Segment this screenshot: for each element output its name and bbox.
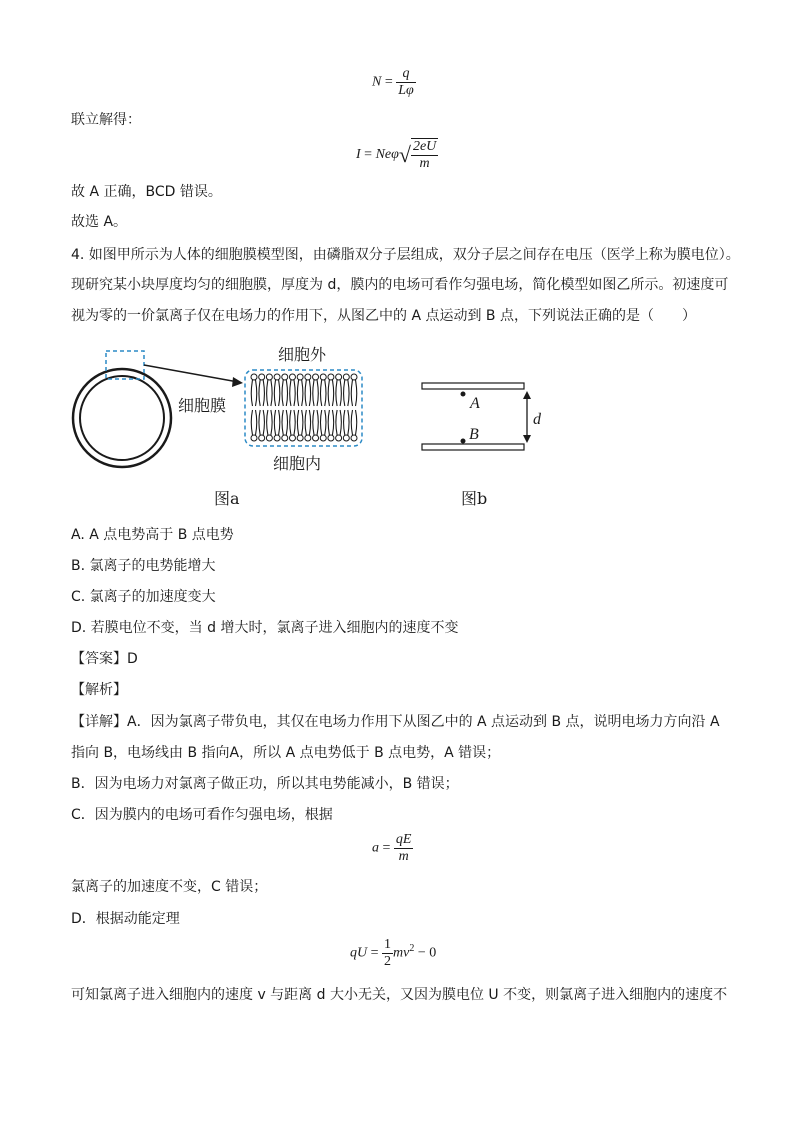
analysis-title: 【解析】 [71, 682, 127, 698]
formula-kinetic [350, 937, 436, 970]
label-outside: 细胞外 [278, 345, 327, 364]
formula-n-fraction [396, 66, 416, 99]
lipid-head [343, 435, 349, 441]
lipid-tail [267, 410, 273, 435]
cell-inner-circle [80, 376, 164, 460]
formula-i-rad-num: 2eU [412, 139, 437, 154]
lipid-head [351, 435, 357, 441]
lipid-tail [267, 380, 273, 406]
lipid-head [328, 435, 334, 441]
text-conclusion-1: 故 A 正确，BCD 错误。 [71, 184, 222, 200]
lipid-head [313, 435, 319, 441]
formula-i-mid: Neφ [375, 147, 399, 163]
text-lianli: 联立解得： [71, 112, 141, 128]
lipid-tail [320, 380, 326, 406]
lipid-bilayer [251, 374, 357, 441]
lipid-tail [282, 410, 288, 435]
lipid-tail [259, 380, 265, 406]
formula-n-num: q [402, 66, 410, 81]
lipid-head [328, 374, 334, 380]
lipid-tail [328, 380, 334, 406]
lipid-tail [320, 410, 326, 435]
analysis-p1-line2: 指向 B，电场线由 B 指向A，所以 A 点电势低于 B 点电势，A 错误； [71, 745, 501, 761]
lipid-head [251, 435, 257, 441]
lipid-head [274, 435, 280, 441]
lipid-head [336, 435, 342, 441]
formula-n-eq: = [384, 74, 393, 90]
formula-k-lhs: qU [350, 945, 368, 961]
dimension-label: d [533, 411, 541, 428]
dimension-arrow-bottom [523, 435, 531, 443]
formula-n [372, 66, 416, 99]
dimension-arrow-top [523, 391, 531, 399]
formula-k-den: 2 [384, 954, 392, 969]
answer: 【答案】D [71, 651, 138, 667]
question-line-1: 4. 如图甲所示为人体的细胞膜模型图，由磷脂双分子层组成，双分子层之间存在电压（医学上称为膜电位）。 [71, 247, 740, 263]
cell-outer-circle [73, 369, 171, 467]
formula-k-num: 1 [384, 937, 392, 952]
lipid-head [289, 374, 295, 380]
zoom-box [106, 351, 144, 379]
lipid-head [266, 374, 272, 380]
lipid-head [282, 435, 288, 441]
formula-n-lhs: N [372, 74, 382, 90]
option-d: D. 若膜电位不变，当 d 增大时，氯离子进入细胞内的速度不变 [71, 620, 459, 636]
lipid-head [305, 435, 311, 441]
lipid-tail [305, 380, 311, 406]
lipid-head [297, 374, 303, 380]
lipid-tail [336, 410, 342, 435]
option-b: B. 氯离子的电势能增大 [71, 558, 216, 574]
lipid-tail [274, 410, 280, 435]
analysis-p2: B．因为电场力对氯离子做正功，所以其电势能减小，B 错误； [71, 776, 459, 792]
point-a-label: A [470, 395, 480, 412]
analysis-p6: 可知氯离子进入细胞内的速度 v 与距离 d 大小无关，又因为膜电位 U 不变，则氯离子进入细胞内的速度不 [71, 987, 728, 1003]
caption-a: 图a [214, 489, 240, 508]
formula-k-tail: − 0 [417, 945, 437, 961]
lipid-head [297, 435, 303, 441]
figure-membrane [0, 340, 794, 520]
formula-a [372, 832, 413, 865]
plate-top [422, 383, 524, 389]
point-a-dot [461, 392, 466, 397]
lipid-head [336, 374, 342, 380]
formula-i-lhs: I [356, 147, 361, 163]
formula-a-fraction [394, 832, 414, 865]
lipid-tail [290, 410, 296, 435]
lipid-tail [336, 380, 342, 406]
label-inside: 细胞内 [273, 454, 322, 473]
lipid-head [266, 435, 272, 441]
formula-a-eq: = [382, 840, 391, 856]
lipid-head [305, 374, 311, 380]
formula-k-sup: 2 [409, 943, 415, 955]
lipid-head [289, 435, 295, 441]
lipid-head [343, 374, 349, 380]
sqrt-sign: √ [398, 142, 411, 167]
point-b-label: B [469, 426, 479, 443]
lipid-tail [351, 380, 357, 406]
formula-k-rest: mv [393, 945, 410, 961]
question-line-2: 现研究某小块厚度均匀的细胞膜，厚度为 d，膜内的电场可看作匀强电场，简化模型如图乙所示。初速度可 [71, 277, 729, 293]
lipid-head [259, 435, 265, 441]
analysis-p5: D．根据动能定理 [71, 911, 180, 927]
formula-k-fraction [382, 937, 393, 970]
option-c: C. 氯离子的加速度变大 [71, 589, 216, 605]
formula-a-den: m [394, 848, 414, 865]
option-a: A. A 点电势高于 B 点电势 [71, 527, 234, 543]
lipid-head [282, 374, 288, 380]
plate-bottom [422, 444, 524, 450]
formula-i [356, 138, 438, 172]
lipid-tail [344, 380, 350, 406]
lipid-tail [313, 410, 319, 435]
lipid-tail [274, 380, 280, 406]
lipid-tail [344, 410, 350, 435]
lipid-tail [251, 410, 257, 435]
label-membrane: 细胞膜 [178, 396, 227, 415]
formula-i-rad-den: m [411, 155, 438, 172]
lipid-tail [328, 410, 334, 435]
lipid-head [274, 374, 280, 380]
lipid-head [313, 374, 319, 380]
formula-a-lhs: a [372, 840, 379, 856]
analysis-p1-line1: 【详解】A．因为氯离子带负电，其仅在电场力作用下从图乙中的 A 点运动到 B 点，说明电场力方向沿 A [71, 714, 720, 730]
text-conclusion-2: 故选 A。 [71, 214, 128, 230]
lipid-tail [305, 410, 311, 435]
formula-n-den: Lφ [398, 83, 414, 98]
caption-b: 图b [461, 489, 488, 508]
lipid-tail [290, 380, 296, 406]
analysis-p3: C．因为膜内的电场可看作匀强电场，根据 [71, 807, 333, 823]
zoom-arrow-head [232, 377, 243, 387]
lipid-head [320, 435, 326, 441]
lipid-head [351, 374, 357, 380]
lipid-head [320, 374, 326, 380]
zoom-arrow [144, 365, 238, 382]
lipid-tail [297, 410, 303, 435]
lipid-head [251, 374, 257, 380]
lipid-tail [282, 380, 288, 406]
formula-i-eq: = [364, 147, 373, 163]
formula-a-num: qE [395, 832, 412, 847]
analysis-p4: 氯离子的加速度不变，C 错误； [71, 879, 268, 895]
lipid-tail [313, 380, 319, 406]
formula-k-eq: = [370, 945, 379, 961]
question-line-3: 视为零的一价氯离子仅在电场力的作用下，从图乙中的 A 点运动到 B 点，下列说法正确的是（ ） [71, 308, 696, 324]
formula-i-radicand [411, 138, 438, 172]
lipid-tail [297, 380, 303, 406]
lipid-head [259, 374, 265, 380]
lipid-tail [251, 380, 257, 406]
lipid-tail [259, 410, 265, 435]
point-b-dot [461, 439, 466, 444]
lipid-tail [351, 410, 357, 435]
